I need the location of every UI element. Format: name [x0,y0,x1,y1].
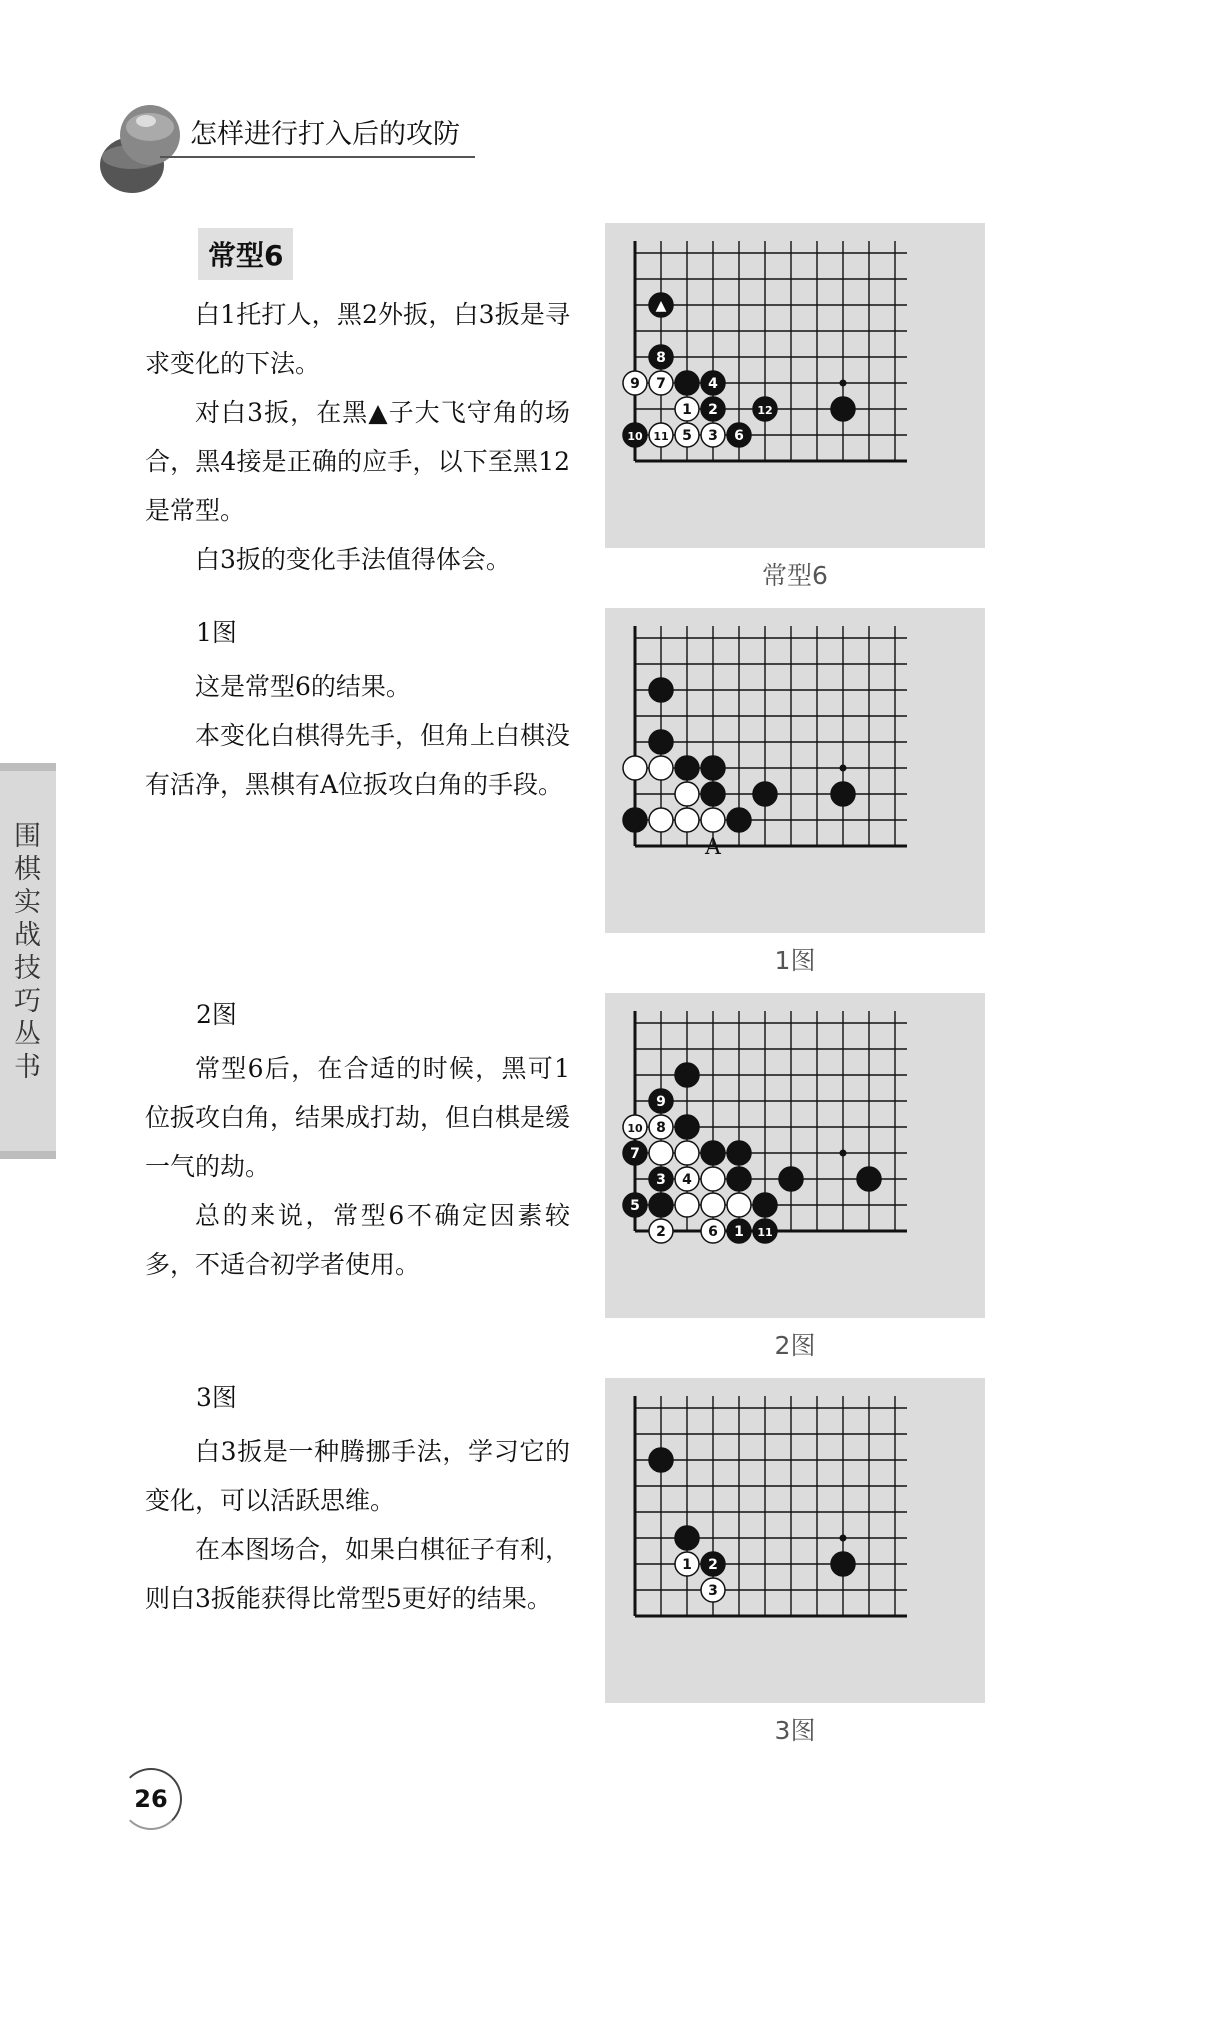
stone-label: 11 [653,430,669,443]
stone-label: 8 [656,1120,666,1136]
black-stone [831,782,855,806]
board-svg [605,608,985,933]
go-board-pattern-6 [605,223,985,548]
figure-1-label: 1图 [196,618,237,647]
black-stone [857,1167,881,1191]
stone-label: 6 [734,428,744,444]
stone-label: 7 [656,376,666,392]
header-title: 怎样进行打入后的攻防 [190,119,460,150]
black-stone [779,1167,803,1191]
stone-label: 7 [630,1146,640,1162]
stone-label: 2 [708,402,718,418]
white-stone [675,1141,699,1165]
stone-label: 12 [757,404,773,417]
stone-label: 11 [757,1226,773,1239]
stone-label: 1 [734,1224,744,1240]
star-point [840,380,847,387]
paragraph-response: 对白3扳，在黑▲子大飞守角的场合，黑4接是正确的应手，以下至黑12是常型。 [145,398,570,525]
stone-label: 10 [627,1122,643,1135]
paragraph-fig2-ko: 常型6后，在合适的时候，黑可1位扳攻白角，结果成打劫，但白棋是缓一气的劫。 [145,1054,571,1181]
stone-label: 9 [656,1094,666,1110]
white-stone [701,1193,725,1217]
paragraph-note: 白3扳的变化手法值得体会。 [195,545,511,574]
black-stone [753,1193,777,1217]
figure-3-label: 3图 [196,1383,237,1412]
board-svg [605,1378,985,1703]
white-stone [701,808,725,832]
black-stone [649,678,673,702]
board-caption-figure-1: 1图 [774,946,816,975]
black-stone [701,1141,725,1165]
black-stone [675,1063,699,1087]
black-stone [649,730,673,754]
stone-label: 9 [630,376,640,392]
white-stone [649,756,673,780]
black-stone [675,1526,699,1550]
board-caption-pattern-6: 常型6 [762,561,828,590]
white-stone [623,756,647,780]
black-stone [649,1448,673,1472]
white-stone [675,782,699,806]
black-stone [675,371,699,395]
go-board-figure-1 [605,608,985,933]
black-stone [675,1115,699,1139]
stone-label: 4 [682,1172,692,1188]
black-stone [649,1193,673,1217]
black-stone [727,1141,751,1165]
board-svg [605,223,985,548]
black-stone [753,782,777,806]
star-point [840,1535,847,1542]
stone-label: 6 [708,1224,718,1240]
white-stone [649,1141,673,1165]
stone-label: 8 [656,350,666,366]
white-stone [649,808,673,832]
stone-label: 1 [682,1557,692,1573]
black-stone [727,808,751,832]
stone-label: 5 [682,428,692,444]
white-stone [675,1193,699,1217]
black-stone [701,756,725,780]
black-stone [675,756,699,780]
white-stone [727,1193,751,1217]
go-board-figure-2 [605,993,985,1318]
star-point [840,765,847,772]
stone-label: 4 [708,376,718,392]
figure-2-label: 2图 [196,1000,237,1029]
page-number: 26 [120,1768,182,1830]
stone-label: 2 [708,1557,718,1573]
series-title: 围棋实战技巧丛书 [14,821,41,1083]
white-stone [701,1167,725,1191]
stone-label: 5 [630,1198,640,1214]
board-point-label: A [705,835,721,860]
paragraph-fig1-analysis: 本变化白棋得先手，但角上白棋没有活净，黑棋有A位扳攻白角的手段。 [145,721,571,799]
go-bowl-logo [92,95,188,205]
black-stone [831,397,855,421]
paragraph-fig3-result: 在本图场合，如果白棋征子有利，则白3扳能获得比常型5更好的结果。 [145,1535,571,1613]
star-point [840,1150,847,1157]
stone-label: 3 [656,1172,666,1188]
stone-label: 3 [708,428,718,444]
black-stone [727,1167,751,1191]
paragraph-fig3-intro: 白3扳是一种腾挪手法，学习它的变化，可以活跃思维。 [145,1437,570,1515]
stone-label: 1 [682,402,692,418]
black-stone [831,1552,855,1576]
section-title: 常型6 [198,228,293,280]
board-svg [605,993,985,1318]
board-caption-figure-2: 2图 [774,1331,816,1360]
stone-label: ▲ [655,298,667,314]
paragraph-intro: 白1托打人，黑2外扳，白3扳是寻求变化的下法。 [145,300,570,378]
stone-label: 2 [656,1224,666,1240]
board-caption-figure-3: 3图 [774,1716,816,1745]
black-stone [623,808,647,832]
header-rule [160,156,475,158]
stone-label: 3 [708,1583,718,1599]
go-board-figure-3 [605,1378,985,1703]
stone-label: 10 [627,430,643,443]
paragraph-fig1-result: 这是常型6的结果。 [195,672,411,701]
white-stone [675,808,699,832]
paragraph-fig2-summary: 总的来说，常型6不确定因素较多，不适合初学者使用。 [145,1201,570,1279]
black-stone [701,782,725,806]
